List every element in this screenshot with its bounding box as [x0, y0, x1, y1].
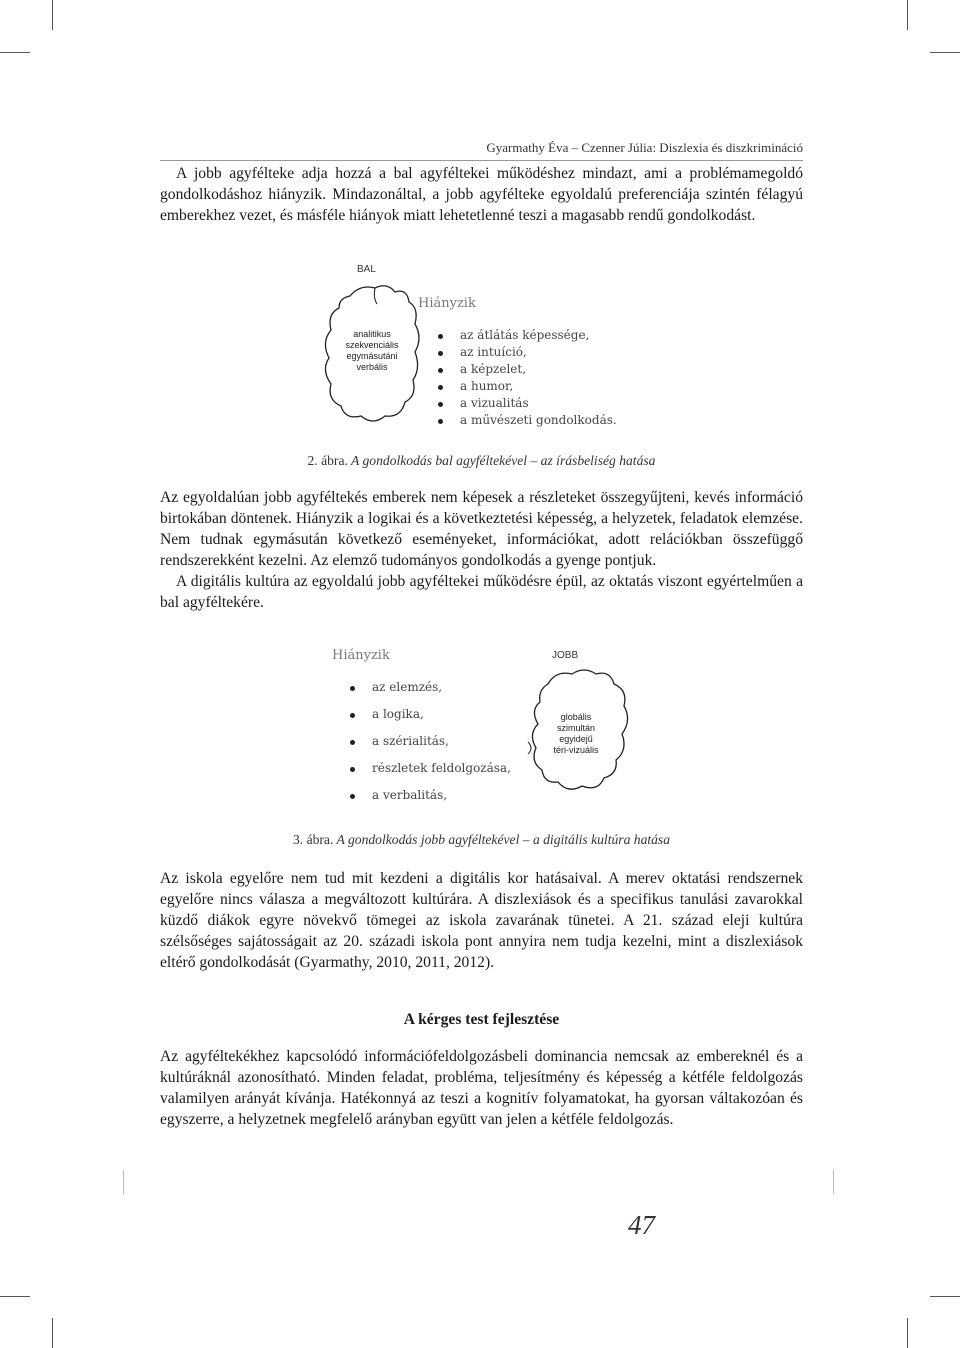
figure-caption	[160, 453, 803, 469]
bullet-icon	[350, 713, 355, 718]
paragraph-text: Az iskola egyelőre nem tud mit kezdeni a digitális kor hatásaival. A merev oktatási rendszernek egyelőre nincs válasza a megváltozott kultúrára. A diszlexiások és a specifikus tanulási zavarokkal küzdő diákok egyre növekvő tömegei az iskola zavarának tünetei. A 21. század eleji kultúra szélsőséges sajátosságait az 20. századi iskola pont annyira nem tudja kezelni, mint a diszlexiások eltérő gondolkodását (Gyarmathy, 2010, 2011, 2012).	[160, 870, 803, 971]
caption-number: 2. ábra.	[307, 453, 348, 468]
paragraph	[160, 868, 803, 973]
figure-caption	[160, 832, 803, 848]
bullet-icon	[438, 368, 443, 373]
brain-terms	[322, 329, 422, 373]
bullet-icon	[438, 402, 443, 407]
list-item: az elemzés,	[350, 680, 511, 707]
list-item: a humor,	[438, 379, 617, 396]
figure-heading: Hiányzik	[332, 648, 390, 663]
missing-list	[438, 328, 617, 430]
list-item: a művészeti gondolkodás.	[438, 413, 617, 430]
paragraph	[160, 487, 803, 613]
crop-mark	[907, 0, 908, 30]
list-item: a szérialitás,	[350, 734, 511, 761]
header-rule	[160, 160, 803, 161]
brain-term: téri-vizuális	[553, 745, 599, 755]
brain-term: egymásutáni	[346, 351, 398, 361]
crop-mark	[52, 1318, 53, 1348]
bullet-icon	[438, 334, 443, 339]
paragraph-text: Az egyoldalúan jobb agyféltekés emberek nem képesek a részleteket összegyűjteni, kevés információ birtokában döntenek. Hiányzik a logikai és a következtetési képesség, a helyzetek, feladatok elemzése. Nem tudnak egymásután következő eseményeket, információkat, adott relációkban összefüggő rendszerekként kezelni. Az elemző tudományos gondolkodás a gyenge pontjuk.	[160, 489, 803, 569]
running-head: Gyarmathy Éva – Czenner Júlia: Diszlexia és diszkrimináció	[486, 140, 803, 155]
figure-side-label: BAL	[357, 264, 376, 275]
bullet-icon	[438, 351, 443, 356]
paragraph	[160, 1046, 803, 1130]
bullet-icon	[438, 385, 443, 390]
section-title: A kérges test fejlesztése	[403, 1011, 560, 1028]
bullet-icon	[350, 686, 355, 691]
list-item: a vizualitás	[438, 396, 617, 413]
brain-term: verbális	[356, 362, 388, 372]
caption-number: 3. ábra.	[292, 832, 334, 847]
bullet-icon	[350, 740, 355, 745]
crop-mark	[52, 0, 53, 30]
list-item: az intuíció,	[438, 345, 617, 362]
crop-mark	[930, 1296, 960, 1297]
page-number: 47	[628, 1210, 655, 1240]
list-item: az átlátás képessége,	[438, 328, 617, 345]
crop-mark	[907, 1318, 908, 1348]
margin-rule	[833, 1170, 834, 1194]
caption-text: A gondolkodás bal agyféltekével – az írásbeliség hatása	[351, 453, 656, 468]
list-item: részletek feldolgozása,	[350, 761, 511, 788]
brain-term: globális	[560, 712, 592, 722]
figure-3	[330, 640, 660, 820]
paragraph	[160, 163, 803, 226]
figure-heading: Hiányzik	[418, 296, 476, 311]
list-item: a verbalitás,	[350, 788, 511, 815]
bullet-icon	[350, 767, 355, 772]
figure-2	[300, 258, 660, 438]
brain-terms	[526, 712, 626, 756]
caption-text: A gondolkodás jobb agyféltekével – a digitális kultúra hatása	[336, 832, 671, 847]
figure-side-label: JOBB	[552, 650, 579, 661]
brain-term: szimultán	[556, 723, 595, 733]
brain-term: analitikus	[353, 329, 391, 339]
paragraph-text: A digitális kultúra az egyoldalú jobb agyféltekei működésre épül, az oktatás viszont egyértelműen a bal agyféltekére.	[160, 573, 803, 611]
list-item: a logika,	[350, 707, 511, 734]
margin-rule	[123, 1170, 124, 1194]
crop-mark	[0, 52, 30, 53]
crop-mark	[0, 1296, 30, 1297]
bullet-icon	[438, 419, 443, 424]
bullet-icon	[350, 794, 355, 799]
brain-term: szekvenciális	[345, 340, 399, 350]
missing-list	[350, 680, 511, 815]
paragraph-text: A jobb agyfélteke adja hozzá a bal agyféltekei működéshez mindazt, ami a problémamegoldó gondolkodáshoz hiányzik. Mindazonáltal, a jobb agyfélteke egyoldalú preferenciája szintén félagyú emberekhez vezet, és másféle hiányok miatt lehetetlenné teszi a magasabb rendű gondolkodást.	[160, 165, 803, 224]
brain-term: egyidejű	[559, 734, 593, 744]
paragraph-text: Az agyféltekékhez kapcsolódó információfeldolgozásbeli dominancia nemcsak az embereknél és a kultúráknál azonosítható. Minden feladat, probléma, teljesítmény és képesség a kétféle feldolgozás valamilyen arányát kívánja. Hatékonnyá az teszi a kognitív folyamatokat, ha gyorsan váltakozóan és egyszerre, a helyzetnek megfelelő arányban együtt van jelen a kétféle feldolgozás.	[160, 1048, 803, 1128]
list-item: a képzelet,	[438, 362, 617, 379]
crop-mark	[930, 52, 960, 53]
